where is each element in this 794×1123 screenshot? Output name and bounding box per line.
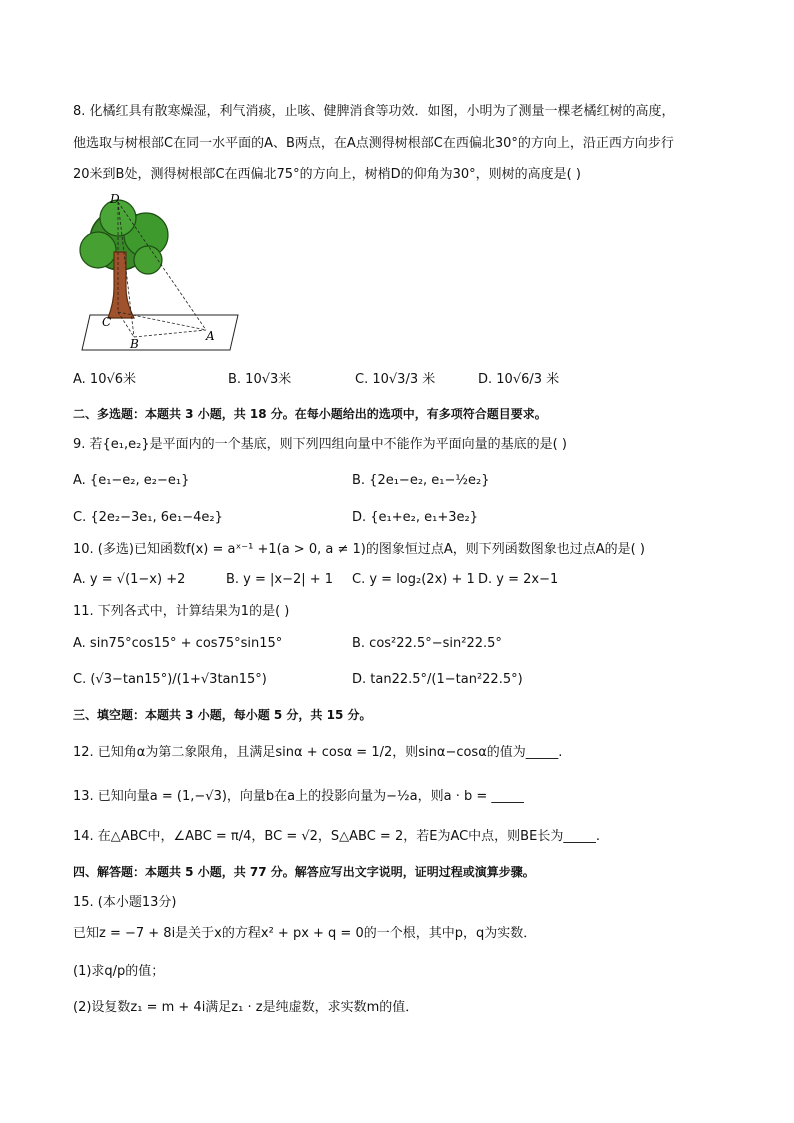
section-3-heading: 三、填空题：本题共 3 小题，每小题 5 分，共 15 分。 [73, 708, 372, 722]
section-2-heading: 二、多选题：本题共 3 小题，共 18 分。在每小题给出的选项中，有多项符合题目要求。 [73, 407, 547, 421]
q15-stem: 已知z = −7 + 8i是关于x的方程x² + px + q = 0的一个根，其中p，q为实数． [73, 926, 537, 941]
label-c: C [102, 315, 112, 329]
q9-option-a: A. {e₁−e₂, e₂−e₁} [73, 473, 190, 488]
q13-stem: 13. 已知向量a = (1,−√3)，向量b在a上的投影向量为−½a，则a · b = _____ [73, 789, 524, 804]
q8-option-c: C. 10√3/3 米 [355, 372, 436, 387]
q8-line-2: 他选取与树根部C在同一水平面的A、B两点，在A点测得树根部C在西偏北30°的方向上，沿正西方向步行 [73, 136, 674, 151]
q10-option-a: A. y = √(1−x) +2 [73, 572, 186, 587]
q11-option-b: B. cos²22.5°−sin²22.5° [352, 636, 502, 651]
tree-diagram [78, 190, 248, 355]
q11-option-a: A. sin75°cos15° + cos75°sin15° [73, 636, 283, 651]
q15-part-1: (1)求q/p的值； [73, 964, 165, 979]
section-4-heading: 四、解答题：本题共 5 小题，共 77 分。解答应写出文字说明，证明过程或演算步骤。 [73, 865, 535, 879]
q10-option-d: D. y = 2x−1 [478, 572, 559, 587]
label-d: D [110, 192, 120, 206]
q9-option-d: D. {e₁+e₂, e₁+3e₂} [352, 510, 478, 525]
q15-part-2: (2)设复数z₁ = m + 4i满足z₁ · z是纯虚数，求实数m的值． [73, 1000, 419, 1015]
label-a: A [206, 329, 215, 343]
q11-option-c: C. (√3−tan15°)/(1+√3tan15°) [73, 672, 267, 687]
q9-option-c: C. {2e₂−3e₁, 6e₁−4e₂} [73, 510, 223, 525]
q8-line-1: 8. 化橘红具有散寒燥湿，利气消痰，止咳、健脾消食等功效．如图，小明为了测量一棵老橘红树的高度， [73, 104, 675, 119]
q10-option-b: B. y = |x−2| + 1 [226, 572, 334, 587]
q10-stem: 10. (多选)已知函数f(x) = aˣ⁻¹ +1(a > 0, a ≠ 1)的图象恒过点A，则下列函数图象也过点A的是( ) [73, 542, 645, 557]
q14-stem: 14. 在△ABC中，∠ABC = π/4，BC = √2，S△ABC = 2，若E为AC中点，则BE长为_____. [73, 829, 600, 844]
label-b: B [130, 337, 139, 351]
q15-heading: 15. (本小题13分) [73, 895, 177, 910]
q9-stem: 9. 若{e₁,e₂}是平面内的一个基底，则下列四组向量中不能作为平面向量的基底的是( ) [73, 437, 567, 452]
tree-figure [78, 190, 248, 355]
q9-option-b: B. {2e₁−e₂, e₁−½e₂} [352, 473, 490, 488]
q8-option-d: D. 10√6/3 米 [478, 372, 560, 387]
q11-option-d: D. tan22.5°/(1−tan²22.5°) [352, 672, 523, 687]
q10-option-c: C. y = log₂(2x) + 1 [352, 572, 475, 587]
q8-option-b: B. 10√3米 [228, 372, 292, 387]
q12-stem: 12. 已知角α为第二象限角，且满足sinα + cosα = 1/2，则sinα−cosα的值为_____. [73, 745, 563, 760]
q8-option-a: A. 10√6米 [73, 372, 137, 387]
q11-stem: 11. 下列各式中，计算结果为1的是( ) [73, 604, 290, 619]
q8-line-3: 20米到B处，测得树根部C在西偏北75°的方向上，树梢D的仰角为30°，则树的高度是( ) [73, 167, 581, 182]
